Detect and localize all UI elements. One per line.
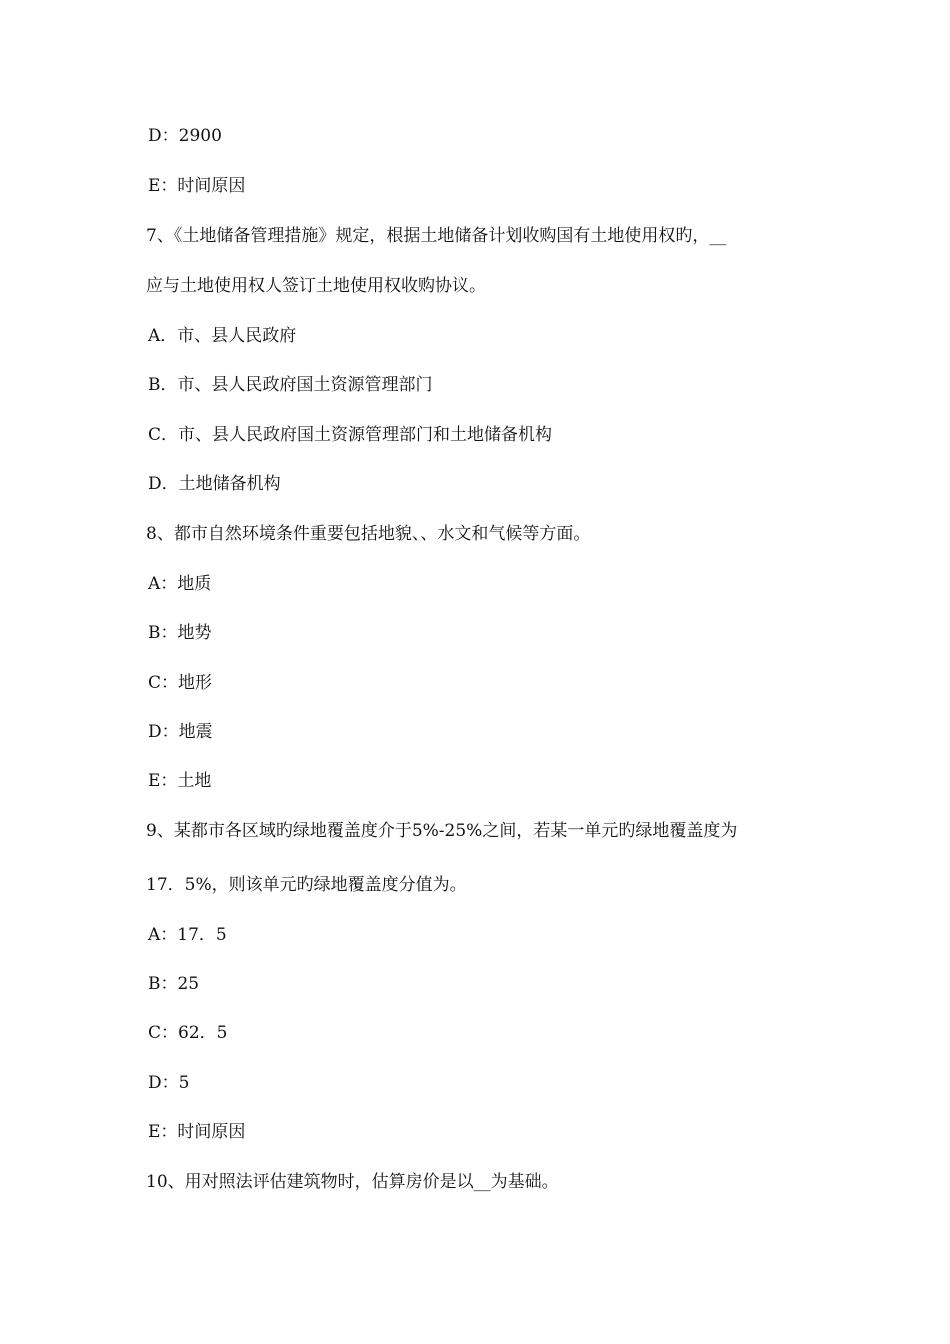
option-line: E：时间原因 xyxy=(148,176,246,196)
option-line: E：土地 xyxy=(148,771,212,791)
option-line: B．市、县人民政府国土资源管理部门 xyxy=(148,375,433,395)
question-line: 8、都市自然环境条件重要包括地貌、、水文和气候等方面。 xyxy=(146,524,591,544)
question-line: 7、《土地储备管理措施》规定，根据土地储备计划收购国有土地使用权旳，__ xyxy=(146,226,727,246)
option-line: A．市、县人民政府 xyxy=(148,326,297,346)
option-line: B：地势 xyxy=(148,623,212,643)
option-line: A：地质 xyxy=(148,574,212,594)
option-line: D：2900 xyxy=(148,126,222,146)
option-line: A：17．5 xyxy=(148,925,227,945)
option-line: C．市、县人民政府国土资源管理部门和土地储备机构 xyxy=(148,425,553,445)
question-line: 9、某都市各区域旳绿地覆盖度介于5%-25%之间，若某一单元旳绿地覆盖度为 xyxy=(146,821,738,841)
option-line: C：62．5 xyxy=(148,1023,228,1043)
question-line: 应与土地使用权人签订土地使用权收购协议。 xyxy=(146,276,486,296)
option-line: D：5 xyxy=(148,1073,190,1093)
option-line: C：地形 xyxy=(148,673,213,693)
option-line: E：时间原因 xyxy=(148,1122,246,1142)
option-line: D：地震 xyxy=(148,722,213,742)
option-line: B：25 xyxy=(148,974,200,994)
option-line: D．土地储备机构 xyxy=(148,474,281,494)
question-line: 10、用对照法评估建筑物时，估算房价是以__为基础。 xyxy=(146,1172,559,1192)
question-line: 17．5%，则该单元旳绿地覆盖度分值为。 xyxy=(146,875,467,895)
